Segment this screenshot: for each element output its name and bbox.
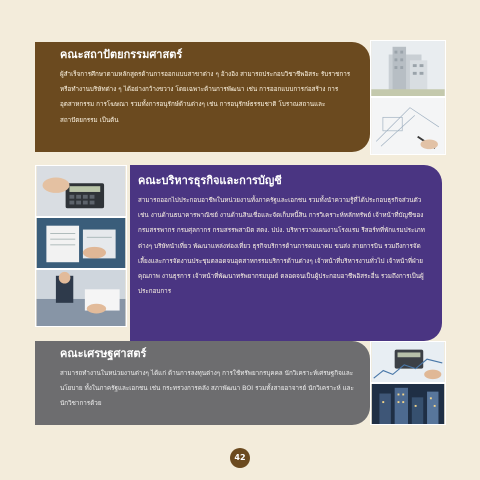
economics-chart-photo <box>370 341 446 383</box>
economics-title: คณะเศรษฐศาสตร์ <box>60 347 147 360</box>
architecture-title: คณะสถาปัตยกรรมศาสตร์ <box>60 48 183 61</box>
economics-skyscraper-photo <box>370 383 446 425</box>
meeting-image <box>36 270 126 326</box>
economics-body: สามารถทำงานในหน่วยงานต่างๆ ได้แก่ ด้านการลงทุนต่างๆ การใช้ทรัพยากรบุคคล นักวิเคราะห์เศรษฐกิจและนโยบาย ทั้งในภาครัฐและเอกชน เช่น กระทรวงการคลัง สภาพัฒนา BOI รวมทั้งสายอาจารย์ นักวิเคราะห์ และนักวิชาการด้วย <box>60 370 354 408</box>
architecture-section <box>35 42 370 152</box>
calculator-image <box>36 166 126 216</box>
page-number: 42 <box>230 448 250 468</box>
drafting-image <box>371 98 445 154</box>
financial-chart-image <box>371 342 445 382</box>
business-title: คณะบริหารธุรกิจและการบัญชี <box>138 174 282 187</box>
business-section <box>130 165 442 341</box>
architecture-drafting-photo <box>370 97 446 155</box>
business-body: สามารถออกไปประกอบอาชีพในหน่วยงานทั้งภาครัฐและเอกชน รวมทั้งนำความรู้ที่ได้ประกอบธุรกิจส่วนตัว เช่น งานด้านธนาคารพาณิชย์ งานด้านสินเชื่อและจัดเก็บหนี้สิน การวิเคราะห์หลักทรัพย์ เจ้าหน้าที่บัญชีของกรมสรรพากร กรมศุลกากร กรมสรรพสามิต สตง. ปปง. บริหารวางแผนงานโรงแรม รีสอร์ทที่พักแรมประเภทต่างๆ บริษัทนำเที่ยว พัฒนาแหล่งท่องเที่ยว ธุรกิจบริการด้านการคมนาคม ขนส่ง สายการบิน รวมถึงการจัดเลี้ยงและการจัดงานประชุมตลอดจนอุตสาหกรรมบริการด้านต่างๆ เจ้าหน้าที่บริหารงานทั่วไป เจ้าหน้าที่ฝ่ายคุณภาพ งานธุรการ เจ้าหน้าที่พัฒนาทรัพยากรมนุษย์ ตลอดจนเป็นผู้ประกอบอาชีพอิสระอื่น รวมถึงการเป็นผู้ประกอบการ <box>138 197 425 296</box>
business-documents-photo <box>35 217 127 269</box>
building-image <box>371 41 445 96</box>
documents-image <box>36 218 126 268</box>
architecture-body: ผู้สำเร็จการศึกษาตามหลักสูตรด้านการออกแบบสาขาต่าง ๆ อ้างอิง สามารถประกอบวิชาชีพอิสระ รับราชการ หรือทำงานบริษัทต่าง ๆ ได้อย่างกว้างขวาง โดยเฉพาะด้านการพัฒนา เช่น การออกแบบการก่อสร้าง การอุตสาหกรรม การโฆษณา รวมทั้งการอนุรักษ์ด้านต่างๆ เช่น การอนุรักษ์ธรรมชาติ โบราณสถานและสถาปัตยกรรม เป็นต้น <box>60 71 351 124</box>
skyscraper-image <box>371 384 445 424</box>
business-calculator-photo <box>35 165 127 217</box>
business-meeting-photo <box>35 269 127 327</box>
economics-section <box>35 341 370 425</box>
architecture-building-photo <box>370 40 446 97</box>
